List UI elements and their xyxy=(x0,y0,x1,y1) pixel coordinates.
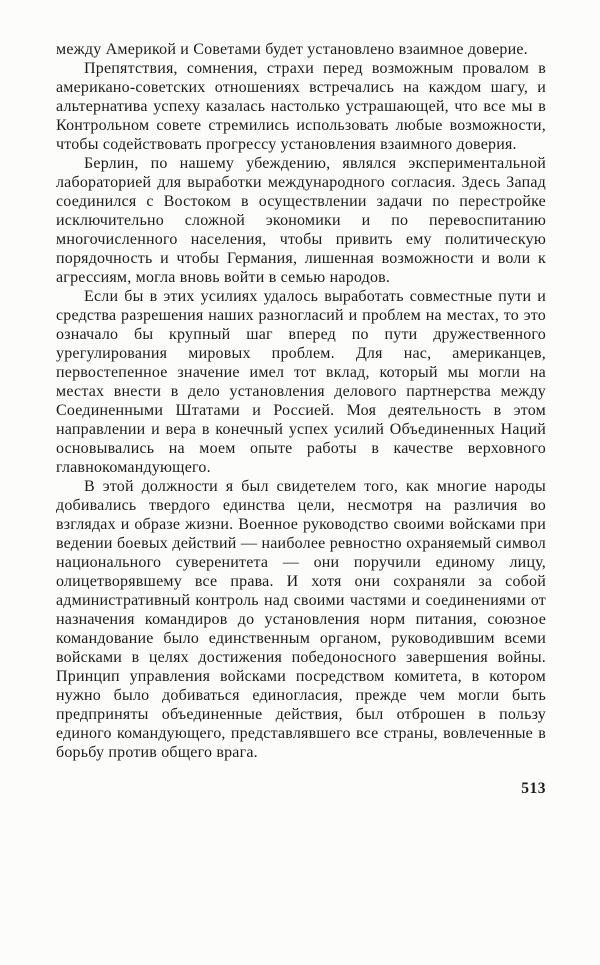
page-number: 513 xyxy=(521,780,546,797)
paragraph: между Америкой и Советами будет установлено взаимное доверие. xyxy=(56,41,528,58)
paragraph: Препятствия, сомнения, страхи перед возможным провалом в американо-советских отношениях встречались на каждом шагу, и альтернатива успеху казалась настолько устрашающей, что все мы в Контрольном совете стремились использовать любые возможности, чтобы содействовать прогрессу установления взаимного доверия. xyxy=(56,60,546,153)
paragraph: Берлин, по нашему убеждению, являлся экспериментальной лабораторией для выработки международного согласия. Здесь Запад соединился с Востоком в осуществлении задачи по перестройке исключительно сложной экономики и по перевоспитанию многочисленного населения, чтобы привить ему политическую порядочность и чтобы Германия, лишенная возможности и воли к агрессиям, могла вновь войти в семью народов. xyxy=(56,155,546,286)
paragraph: В этой должности я был свидетелем того, как многие народы добивались твердого единства цели, несмотря на различия во взглядах и образе жизни. Военное руководство своими войсками при ведении боевых действий — наиболее ревностно охраняемый символ национального суверенитета — они поручили единому лицу, олицетворявшему все права. И хотя они сохраняли за собой административный контроль над своими частями и соединениями от назначения командиров до установления норм питания, союзное командование было единственным органом, руководившим всеми войсками в целях достижения победоносного завершения войны. Принцип управления войсками посредством комитета, в котором нужно было добиваться единогласия, прежде чем могли быть предприняты объединенные действия, был отброшен в пользу единого командующего, представлявшего все страны, вовлеченные в борьбу против общего врага. xyxy=(56,478,546,761)
text-block xyxy=(56,40,546,798)
paragraph: Если бы в этих усилиях удалось выработать совместные пути и средства разрешения наших разногласий и проблем на местах, то это означало бы крупный шаг вперед по пути дружественного урегулирования мировых проблем. Для нас, американцев, первостепенное значение имел тот вклад, который мы могли на местах внести в дело установления делового партнерства между Соединенными Штатами и Россией. Моя деятельность в этом направлении и вера в конечный успех усилий Объединенных Наций основывались на моем опыте работы в качестве верховного главнокомандующего. xyxy=(56,288,546,476)
